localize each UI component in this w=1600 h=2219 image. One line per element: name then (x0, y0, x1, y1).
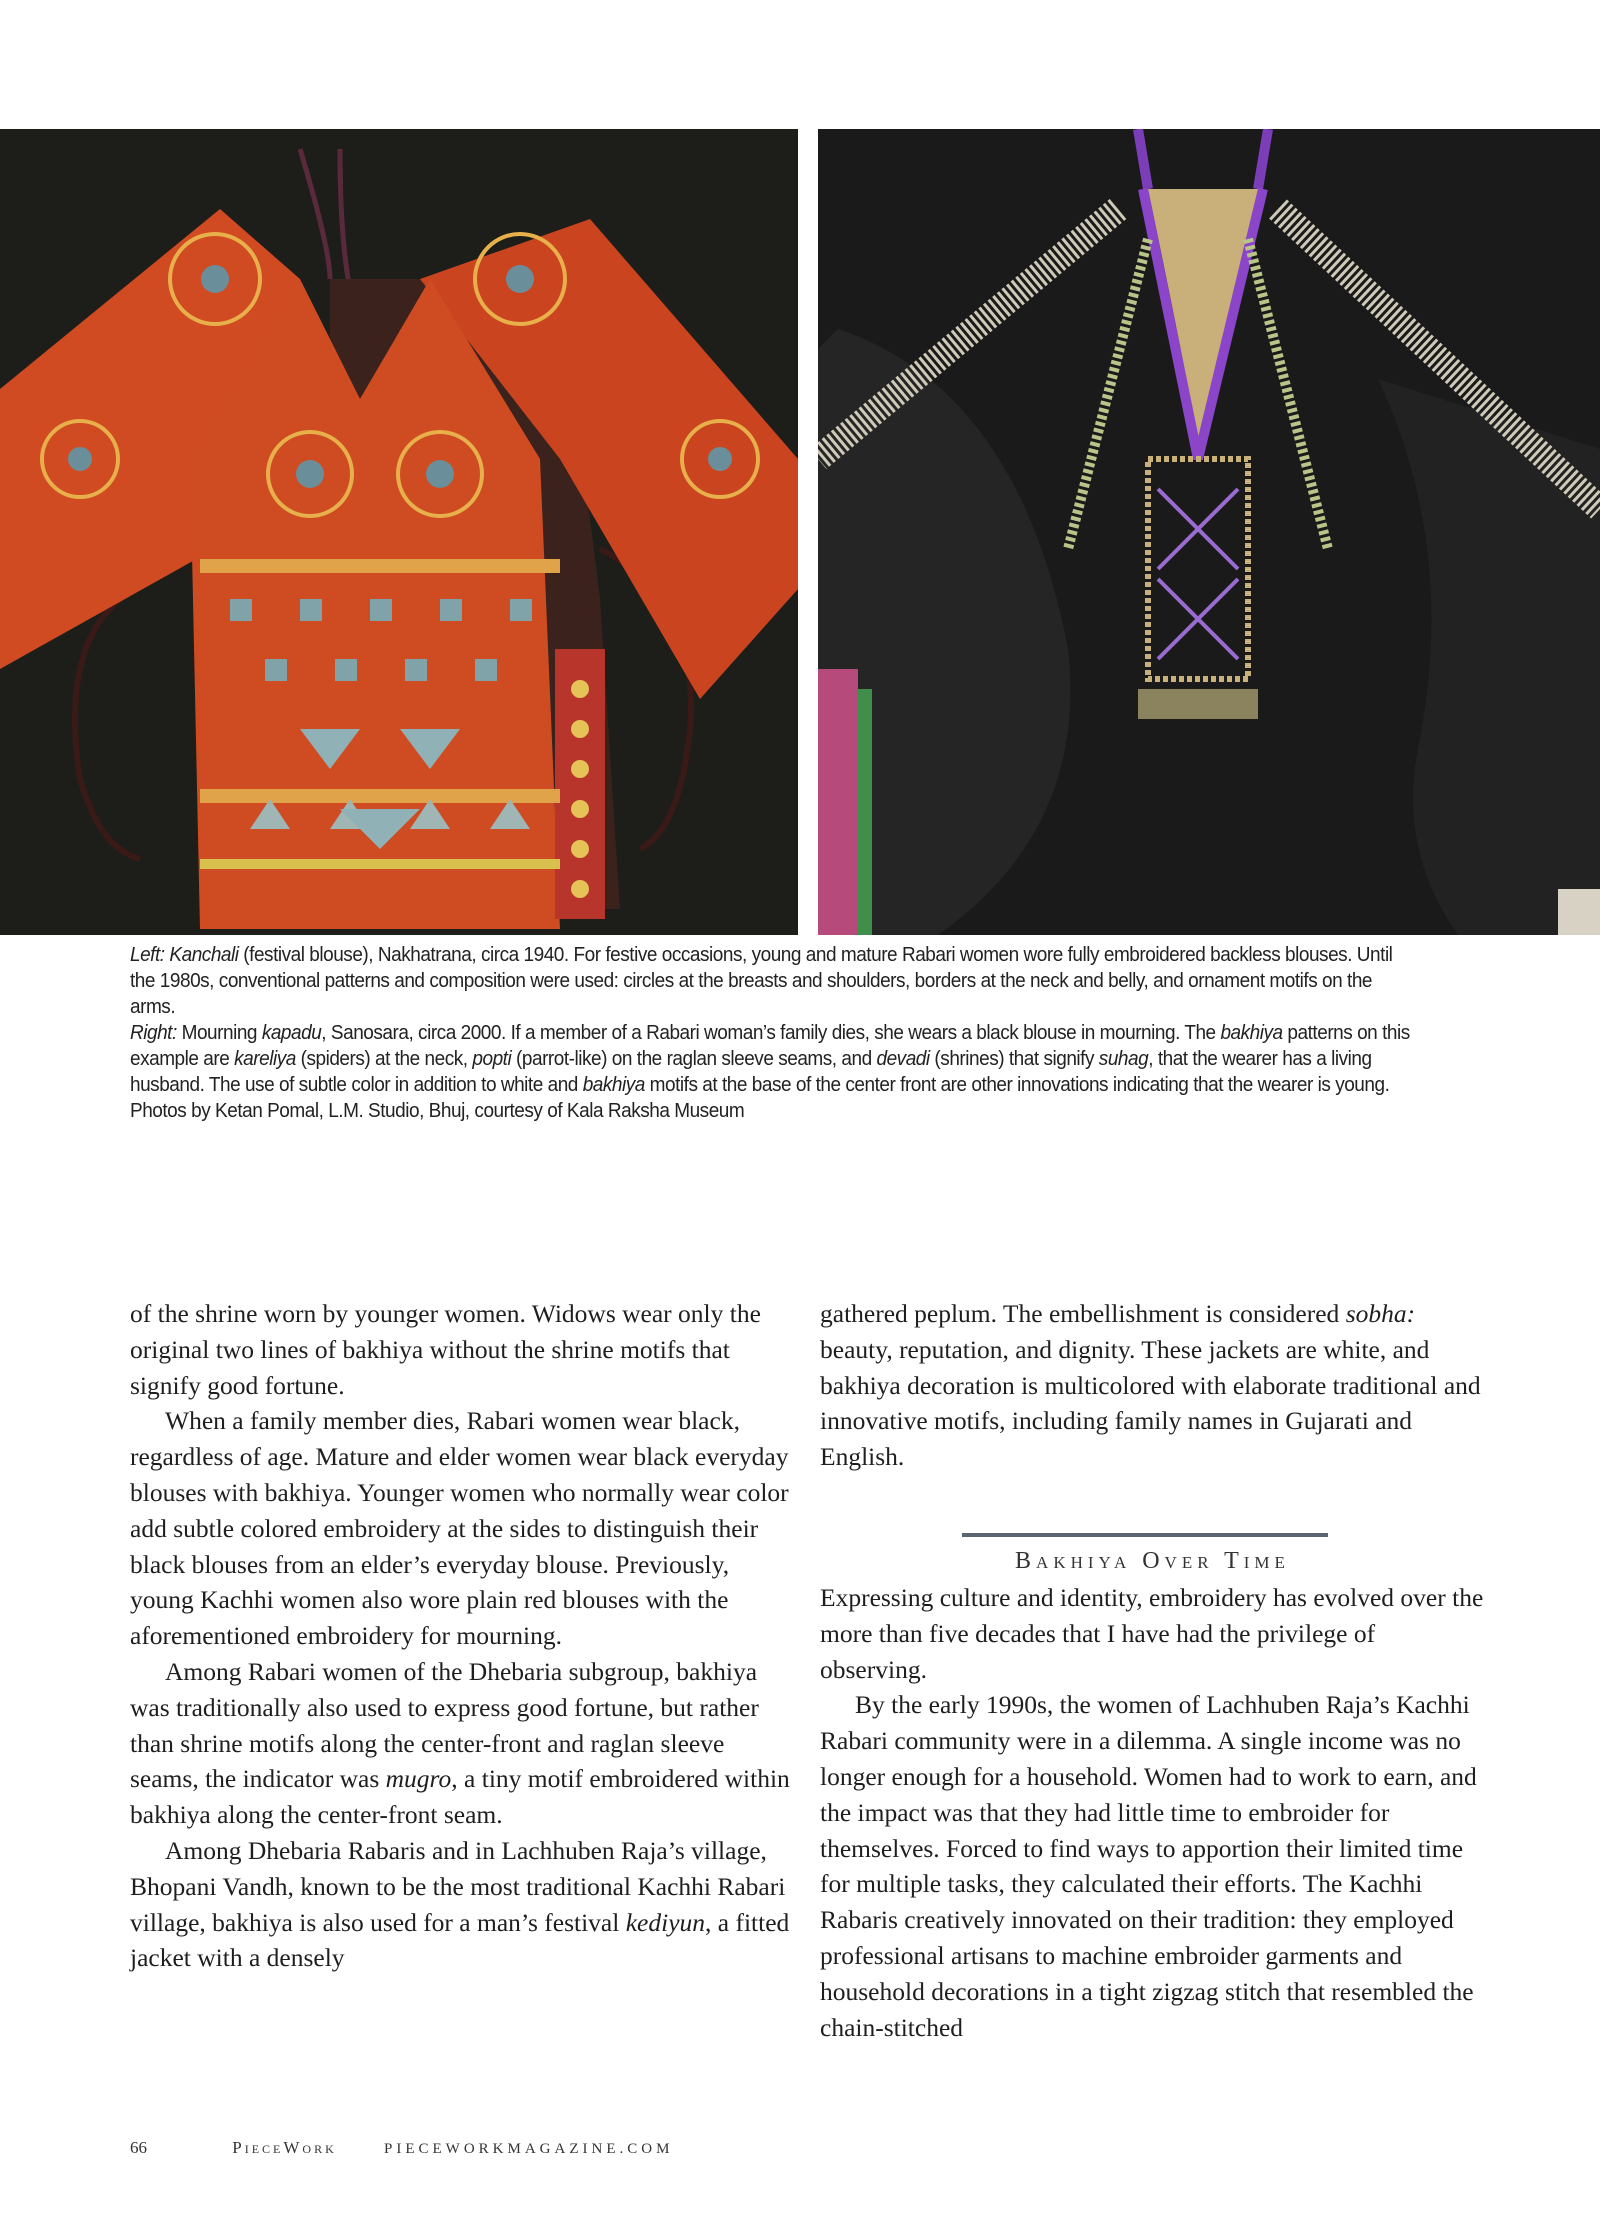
section-heading: Bakhiya Over Time (1015, 1548, 1290, 1574)
caption-left (130, 942, 1413, 1020)
paragraph-text: Among Dhebaria Rabaris and in Lachhuben Raja’s village, Bhopani Vandh, known to be the most traditional Kachhi Rabari village, bakhiya is also used for a man’s festival (130, 1835, 786, 1937)
caption-right-text: (parrot-like) on the raglan sleeve seams, and (511, 1048, 877, 1070)
photo-kanchali-blouse (0, 129, 798, 935)
paragraph-text: Among Rabari women of the Dhebaria subgroup, bakhiya was traditionally also used to express good fortune, but rather than shrine motifs along the center-front and raglan sleeve seams, the indicator was (130, 1656, 759, 1794)
paragraph (820, 1296, 1485, 1475)
paragraph: of the shrine worn by younger women. Widows wear only the original two lines of bakhiya without the shrine motifs that signify good fortune. (130, 1299, 761, 1400)
article-column-right (820, 1296, 1485, 1475)
paragraph-text: beauty, reputation, and dignity. These jackets are white, and bakhiya decoration is multicolored with elaborate traditional and innovative motifs, including family names in Gujarati and English. (820, 1334, 1481, 1472)
paragraph: By the early 1990s, the women of Lachhuben Raja’s Kachhi Rabari community were in a dilemma. A single income was no longer enough for a household. Women had to work to earn, and the impact was that they had little time to embroider for themselves. Forced to find ways to apportion their limited time for multiple tasks, they calculated their efforts. The Kachhi Rabaris creatively innovated on their tradition: they employed professional artisans to machine embroider garments and household decorations in a tight zigzag stitch that resembled the chain-stitched (820, 1690, 1477, 2042)
paragraph-text: , a fitted jacket with a densely (130, 1907, 790, 1973)
article-column-right-continued (820, 1580, 1485, 2045)
caption-right-text: (spiders) at the neck, (295, 1048, 473, 1070)
caption-term: bakhiya (1220, 1022, 1283, 1044)
caption-right-label: Right: (130, 1022, 177, 1044)
term-italic: sobha: (1345, 1299, 1416, 1328)
caption-term: bakhiya (582, 1074, 645, 1096)
article-column-left (130, 1296, 795, 1976)
caption-left-term: Kanchali (169, 944, 239, 966)
section-divider (962, 1533, 1328, 1537)
caption-term: popti (472, 1048, 512, 1070)
photo-mourning-kapadu (818, 129, 1600, 935)
page-footer (130, 2138, 673, 2158)
paragraph: When a family member dies, Rabari women wear black, regardless of age. Mature and elder women wear black everyday blouses with bakhiya. Younger women who normally wear color add subtle colored embroidery at the sides to distinguish their black blouses from an elder’s everyday blouse. Previously, young Kachhi women also wore plain red blouses with the aforementioned embroidery for mourning. (130, 1406, 789, 1651)
caption-right-text: (shrines) that signify (929, 1048, 1099, 1070)
caption-left-label: Left: (130, 944, 165, 966)
caption-right (130, 1020, 1413, 1124)
paragraph (130, 1833, 795, 1976)
caption-term: suhag (1098, 1048, 1149, 1070)
paragraph: Expressing culture and identity, embroidery has evolved over the more than five decades that I have had the privilege of observing. (820, 1583, 1484, 1684)
caption-left-text: (festival blouse), Nakhatrana, circa 1940. For festive occasions, young and mature Rabari women wore fully embroidered backless blouses. Until the 1980s, conventional patterns and composition were used: circles at the breasts and shoulders, borders at the neck and belly, and ornament motifs on the arms. (130, 944, 1393, 1018)
mourning-blouse-illustration (818, 129, 1600, 935)
kanchali-blouse-illustration (0, 129, 798, 935)
caption-term: devadi (876, 1048, 930, 1070)
caption-right-text: Mourning (176, 1022, 262, 1044)
term-italic: mugro (385, 1764, 452, 1794)
magazine-name: PieceWork (232, 2138, 337, 2157)
caption-right-text: motifs at the base of the center front are other innovations indicating that the wearer is young. Photos by Ketan Pomal, L.M. Studio, Bhuj, courtesy of Kala Raksha Museum (130, 1074, 1390, 1122)
caption-right-text: patterns on this example are (130, 1022, 1410, 1070)
caption-right-text: , that the wearer has a living husband. The use of subtle color in addition to white and (130, 1048, 1372, 1096)
caption-term: kapadu (261, 1022, 322, 1044)
paragraph-text: gathered peplum. The embellishment is considered (820, 1299, 1346, 1328)
page-number: 66 (130, 2138, 147, 2157)
paragraph (130, 1654, 795, 1833)
caption-term: kareliya (234, 1048, 296, 1070)
caption-right-text: , Sanosara, circa 2000. If a member of a Rabari woman’s family dies, she wears a black blouse in mourning. The (321, 1022, 1221, 1044)
paragraph-text: , a tiny motif embroidered within bakhiya along the center-front seam. (130, 1764, 790, 1830)
website-url: PIECEWORKMAGAZINE.COM (384, 2141, 674, 2157)
term-italic: kediyun (625, 1907, 706, 1937)
photo-caption (130, 942, 1413, 1124)
